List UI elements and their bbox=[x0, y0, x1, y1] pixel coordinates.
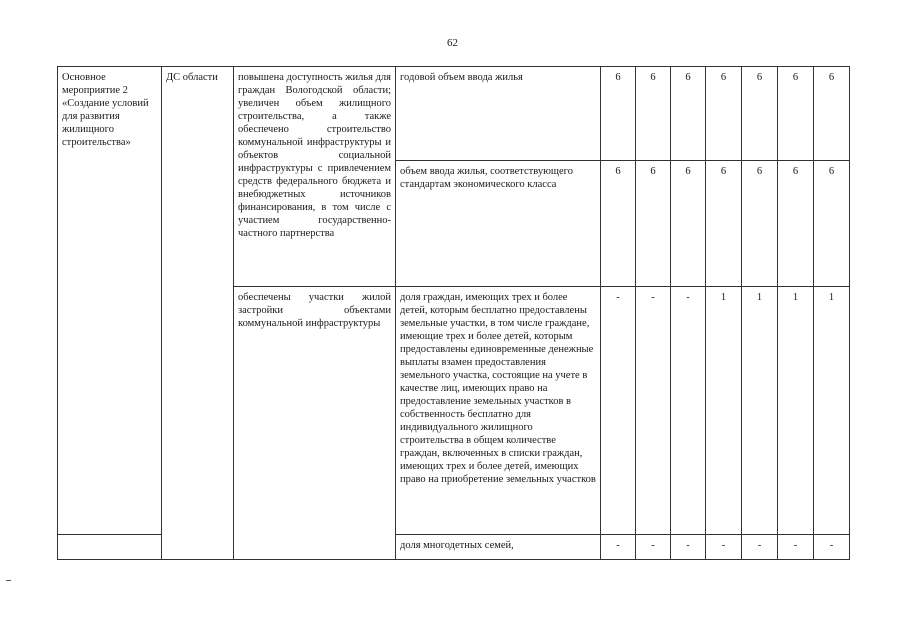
value-cell: - bbox=[778, 535, 814, 560]
value-cell: - bbox=[636, 535, 671, 560]
value-cell: 6 bbox=[601, 161, 636, 287]
value-cell: 6 bbox=[601, 67, 636, 161]
value-cell: 6 bbox=[671, 161, 706, 287]
value-cell: 6 bbox=[742, 67, 778, 161]
result-cell: повышена доступность жилья для граждан Вологодской области; увеличен объем жилищного строительства, а также обеспечено строительство коммунальной инфраструктуры и объектов социальной инфраструктуры с привлечением средств федерального бюджета и внебюджетных источников финансирования, в том числе с участием государственно-частного партнерства bbox=[234, 67, 396, 287]
value-cell: 6 bbox=[636, 161, 671, 287]
value-cell: - bbox=[671, 535, 706, 560]
activity-cell: Основное мероприятие 2 «Создание условий для развития жилищного строительства» bbox=[58, 67, 162, 535]
value-cell: - bbox=[601, 535, 636, 560]
value-cell: - bbox=[742, 535, 778, 560]
value-cell: - bbox=[671, 287, 706, 535]
value-cell: - bbox=[636, 287, 671, 535]
indicator-cell: доля многодетных семей, bbox=[396, 535, 601, 560]
scan-margin-mark bbox=[6, 580, 11, 581]
value-cell: 6 bbox=[636, 67, 671, 161]
value-cell: 6 bbox=[814, 67, 850, 161]
value-cell: - bbox=[706, 535, 742, 560]
empty-cell bbox=[58, 535, 162, 560]
value-cell: 6 bbox=[671, 67, 706, 161]
indicator-cell: объем ввода жилья, соответствующего стандартам экономического класса bbox=[396, 161, 601, 287]
program-table bbox=[57, 66, 850, 560]
value-cell: 6 bbox=[778, 67, 814, 161]
table-row bbox=[58, 67, 850, 161]
value-cell: 6 bbox=[814, 161, 850, 287]
result-cell: обеспечены участки жилой застройки объектами коммунальной инфраструктуры bbox=[234, 287, 396, 560]
executor-cell: ДС области bbox=[162, 67, 234, 560]
value-cell: 1 bbox=[778, 287, 814, 535]
value-cell: - bbox=[814, 535, 850, 560]
value-cell: - bbox=[601, 287, 636, 535]
value-cell: 1 bbox=[814, 287, 850, 535]
value-cell: 1 bbox=[742, 287, 778, 535]
indicator-cell: доля граждан, имеющих трех и более детей, которым бесплатно предоставлены земельные участки, в том числе граждане, имеющие трех и более детей, которым предоставлены единовременные денежные выплаты взамен предоставления земельного участка, состоящие на учете в качестве лиц, имеющих право на предоставление земельных участков в собственность бесплатно для индивидуального жилищного строительства в общем количестве граждан, включенных в списки граждан, имеющих трех и более детей, имеющих право на приобретение земельных участков bbox=[396, 287, 601, 535]
value-cell: 6 bbox=[742, 161, 778, 287]
value-cell: 6 bbox=[778, 161, 814, 287]
page-number: 62 bbox=[447, 37, 458, 49]
value-cell: 6 bbox=[706, 67, 742, 161]
value-cell: 6 bbox=[706, 161, 742, 287]
indicator-cell: годовой объем ввода жилья bbox=[396, 67, 601, 161]
value-cell: 1 bbox=[706, 287, 742, 535]
